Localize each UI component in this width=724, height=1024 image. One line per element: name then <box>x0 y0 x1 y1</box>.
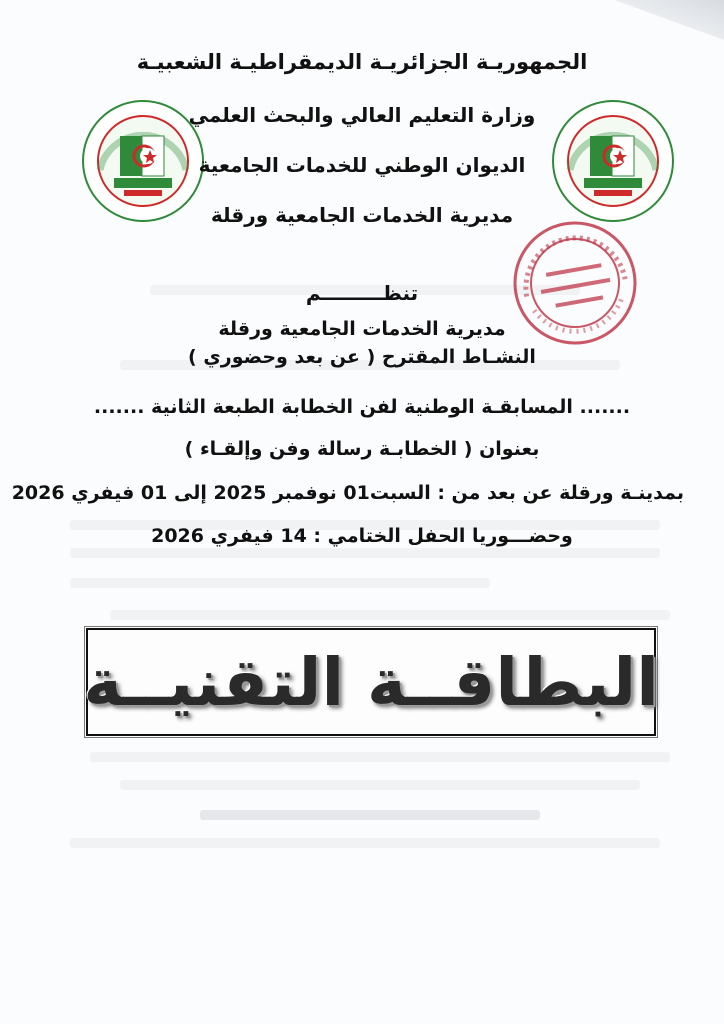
directorate-line: مديرية الخدمات الجامعية ورقلة <box>210 203 514 227</box>
organizer-line: مديرية الخدمات الجامعية ورقلة <box>218 318 506 340</box>
dates-line: بمدينـة ورقلة عن بعد من : السبت01 نوفمبر 2025 إلى 01 فيفري 2026 <box>11 482 684 504</box>
activity-line: النشـاط المقترح ( عن بعد وحضوري ) <box>188 346 536 368</box>
page-fold-corner <box>614 0 724 40</box>
subject-line: بعنوان ( الخطابـة رسالة وفن وإلقـاء ) <box>184 438 540 460</box>
competition-line: ....... المسابقـة الوطنية لفن الخطابة الطبعة الثانية ....... <box>93 396 631 418</box>
republic-line: الجمهوريـة الجزائريـة الديمقراطيـة الشعبيـة <box>136 50 588 74</box>
technical-card-title: البطاقــة التقنيــة <box>83 643 659 721</box>
organizes-line: تنظـــــــــم <box>305 281 419 305</box>
closing-line: وحضـــوريا الحفل الختامي : 14 فيفري 2026 <box>151 525 573 547</box>
office-line: الديوان الوطني للخدمات الجامعية <box>198 153 526 177</box>
technical-card-frame <box>83 628 659 736</box>
ministry-line: وزارة التعليم العالي والبحث العلمي <box>188 103 536 127</box>
